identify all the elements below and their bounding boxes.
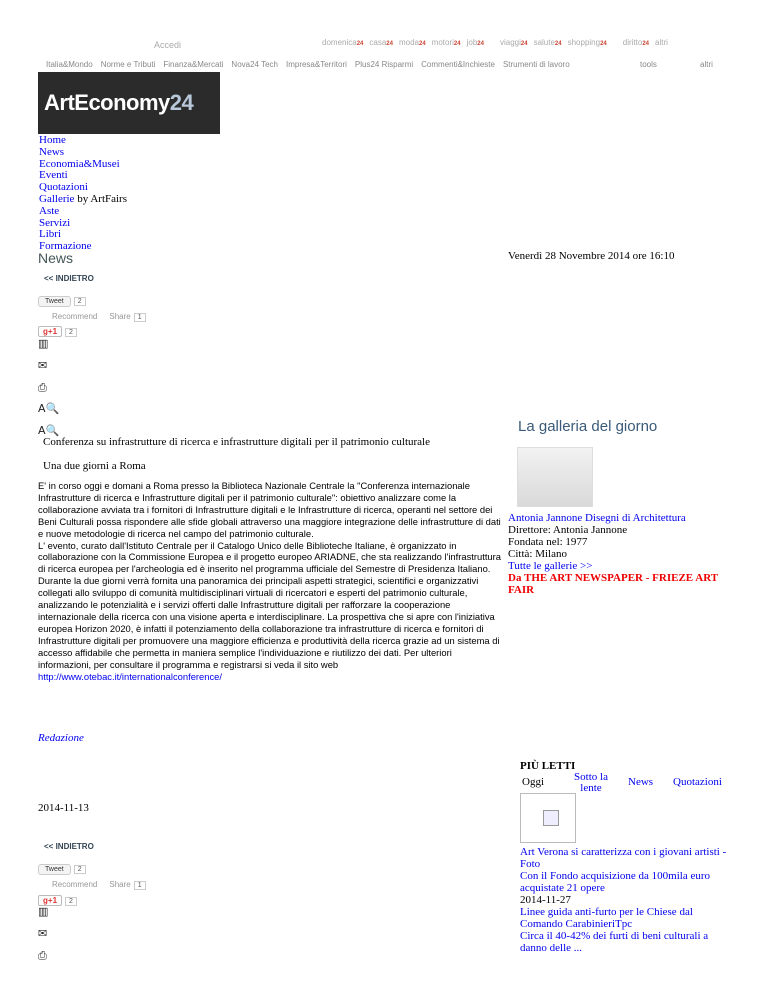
most-read-heading: PIÙ LETTI xyxy=(520,760,576,772)
nav-home[interactable]: Home xyxy=(39,134,66,146)
section-link[interactable]: Commenti&Inchieste xyxy=(421,60,495,69)
section-nav xyxy=(46,60,578,69)
nav-aste[interactable]: Aste xyxy=(39,204,60,217)
conference-link[interactable]: http://www.otebac.it/internationalconference/ xyxy=(38,670,222,682)
most-read-date: 2014-11-27 xyxy=(520,894,571,906)
site-suffix: 24 xyxy=(520,41,528,47)
gplus-count: 2 xyxy=(65,328,77,337)
article-date: Venerdì 28 Novembre 2014 ore 16:10 xyxy=(508,250,675,262)
section-link[interactable]: Impresa&Territori xyxy=(285,60,347,69)
gplus-button[interactable] xyxy=(38,326,62,337)
site-name: salute xyxy=(533,38,555,47)
site-name: domenica xyxy=(322,38,357,47)
archive-date: 2014-11-13 xyxy=(38,802,89,814)
zoom-out-icon[interactable]: A🔍 xyxy=(38,424,60,437)
site-link-domenica[interactable] xyxy=(322,38,363,47)
site-suffix: 24 xyxy=(554,41,562,47)
section-link[interactable]: Nova24 Tech xyxy=(231,60,278,69)
article-paragraph: E' in corso oggi e domani a Roma presso la Biblioteca Nazionale Centrale la "Conferenza internazionale Infrastrutture di ricerca e Infrastrutture digitali per il patrimonio culturale": obiettivo analizzare come la collaborazione avviata tra i fornitori di Infrastrutture digitali e le Infrastrutture di ricerca, operanti nel settore dei Beni Culturali possa rispondere alle sfide globali attraverso una maggiore integrazione delle infrastrutture di dati e nuove metodologie di ricerca nel campo del patrimonio culturale. xyxy=(38,480,501,539)
nav-servizi[interactable]: Servizi xyxy=(39,216,71,229)
site-suffix: 24 xyxy=(642,41,650,47)
site-link-motori[interactable] xyxy=(432,38,461,47)
nav-news[interactable]: News xyxy=(39,145,65,158)
back-link[interactable]: << INDIETRO xyxy=(44,274,94,283)
tab-news[interactable]: News xyxy=(628,776,654,788)
tweet-button[interactable]: Tweet xyxy=(38,296,71,307)
zoom-in-icon[interactable]: A🔍 xyxy=(38,402,60,415)
share-count: 1 xyxy=(134,313,146,322)
article-paragraph: Durante la due giorni verrà fornita una panoramica dei principali aspetti strategici, scientifici e organizzativi collegati allo sviluppo di comunità multidisciplinari virtuali di ricercatori e esperti del patrimonio culturale, analizzando le potenzialità e i servizi offerti dalle Infrastrutture digitali per rafforzare la cooperazione internazionale della ricerca con una visione aperta e interdisciplinare. La prospettiva che si apre con l'iniziativa europea Horizon 2020, è infatti il potenziamento della collaborazione tra infrastrutture di ricerca e fornitori di Infrastrutture digitali per promuovere una maggiore efficienza e produttività della ricerca grazie ad un sistema di accesso affidabile che permetta in maniera semplice l'individuazione e riutilizzo dei dati. Per ulteriori informazioni, per consultare il programma e registrarsi si veda il sito web xyxy=(38,575,500,670)
site-name: moda xyxy=(398,38,419,47)
nav-quotazioni[interactable]: Quotazioni xyxy=(39,181,88,194)
site-suffix: 24 xyxy=(600,41,607,47)
section-link[interactable]: Finanza&Mercati xyxy=(163,60,224,69)
gplus-icon: g xyxy=(43,896,48,905)
site-name: altri xyxy=(655,38,668,47)
gplus-label: +1 xyxy=(47,327,58,336)
gplus-label: +1 xyxy=(47,896,58,905)
logo-number: 24 xyxy=(169,90,194,115)
gallery-city: Città: Milano xyxy=(508,548,567,560)
site-suffix: 24 xyxy=(477,41,484,47)
tweet-button[interactable]: Tweet xyxy=(38,864,71,875)
article-subtitle: Una due giorni a Roma xyxy=(43,460,146,472)
site-link-salute[interactable] xyxy=(534,38,562,47)
site-name: diritto xyxy=(622,38,643,47)
altri-link[interactable]: altri xyxy=(700,60,713,69)
most-read-item[interactable]: Con il Fondo acquisizione da 100mila euro acquistate 21 opere xyxy=(520,870,711,894)
gplus-count: 2 xyxy=(65,897,77,906)
site-link-casa[interactable] xyxy=(369,38,393,47)
nav-gallerie-row xyxy=(39,194,127,206)
mail-icon[interactable]: ✉ xyxy=(38,359,48,372)
site-link-shopping[interactable] xyxy=(568,38,607,47)
most-read-item[interactable]: Linee guida anti-furto per le Chiese dal Comando CarabinieriTpc xyxy=(520,906,693,930)
article-body xyxy=(38,480,506,682)
site-name: shopping xyxy=(567,38,601,47)
gallery-heading: La galleria del giorno xyxy=(518,418,658,435)
article-title: Conferenza su infrastrutture di ricerca e infrastrutture digitali per il patrimonio culturale xyxy=(43,436,430,448)
site-suffix: 24 xyxy=(453,41,461,47)
site-logo[interactable] xyxy=(38,72,220,134)
mail-icon[interactable]: ✉ xyxy=(38,927,48,940)
top-bar xyxy=(0,0,768,80)
login-link[interactable]: Accedi xyxy=(154,40,182,50)
section-link[interactable]: Norme e Tributi xyxy=(100,60,156,69)
gallery-source: Da THE ART NEWSPAPER - FRIEZE ART FAIR xyxy=(508,572,718,596)
network-sites xyxy=(322,38,674,47)
site-name: casa xyxy=(369,38,387,47)
back-link-bottom[interactable]: << INDIETRO xyxy=(44,842,94,851)
site-link-moda[interactable] xyxy=(399,38,426,47)
gplus-icon: g xyxy=(43,327,48,336)
tools-link[interactable]: tools xyxy=(640,60,657,69)
print-icon[interactable]: ⎙ xyxy=(38,949,47,962)
print-icon[interactable]: ⎙ xyxy=(38,381,47,394)
gallery-image[interactable] xyxy=(517,447,593,507)
most-read-thumbnail[interactable] xyxy=(520,793,576,843)
site-suffix: 24 xyxy=(386,41,393,47)
site-name: motori xyxy=(431,38,454,47)
site-name: viaggi xyxy=(499,38,521,47)
section-link[interactable]: Plus24 Risparmi xyxy=(354,60,414,69)
site-suffix: 24 xyxy=(356,41,364,47)
site-suffix: 24 xyxy=(418,41,426,47)
main-nav xyxy=(39,135,127,253)
recommend-button[interactable]: Recommend xyxy=(52,880,98,889)
copy-icon[interactable]: ▥ xyxy=(38,337,49,350)
copy-icon[interactable]: ▥ xyxy=(38,905,49,918)
article-author[interactable]: Redazione xyxy=(38,732,84,744)
nav-formazione[interactable]: Formazione xyxy=(39,240,92,253)
gallery-director: Direttore: Antonia Jannone xyxy=(508,524,628,536)
tweet-count: 2 xyxy=(74,865,86,874)
section-link[interactable]: Strumenti di lavoro xyxy=(502,60,570,69)
site-link-altri[interactable] xyxy=(655,38,668,47)
most-read-list xyxy=(520,846,730,954)
nav-by-artfairs: by ArtFairs xyxy=(77,192,127,205)
gallery-info xyxy=(508,512,738,596)
nav-economia-musei[interactable]: Economia&Musei xyxy=(39,157,120,170)
site-link-job[interactable] xyxy=(467,38,484,47)
most-read-item[interactable]: Art Verona si caratterizza con i giovani artisti - Foto xyxy=(520,846,727,870)
article-paragraph: L' evento, curato dall'Istituto Centrale per il Catalogo Unico delle Biblioteche Italiane, è organizzato in collaborazione con la Commissione Europea e il progetto europeo ARIADNE, che sta realizzando l'infrastruttura di ricerca europea per l'archeologia ed è inserito nel programma ufficiale del Semestre di Presidenza Italiano. xyxy=(38,539,501,575)
nav-gallerie[interactable]: Gallerie xyxy=(39,192,75,205)
tweet-count: 2 xyxy=(74,297,86,306)
share-count: 1 xyxy=(134,881,146,890)
gallery-founded: Fondata nel: 1977 xyxy=(508,536,588,548)
tab-quotazioni[interactable]: Quotazioni xyxy=(673,776,722,788)
share-button[interactable]: Share xyxy=(109,880,131,889)
logo-text: ArtEconomy xyxy=(44,90,170,115)
news-heading: News xyxy=(38,250,74,266)
nav-eventi[interactable]: Eventi xyxy=(39,169,68,182)
tab-sotto-la-lente[interactable]: Sotto la lente xyxy=(574,771,608,794)
broken-image-icon xyxy=(543,810,559,826)
gallery-name-link[interactable]: Antonia Jannone Disegni di Architettura xyxy=(508,512,686,524)
site-link-viaggi[interactable] xyxy=(500,38,528,47)
most-read-item[interactable]: Circa il 40-42% dei furti di beni culturali a danno delle ... xyxy=(520,930,709,954)
section-link[interactable]: Italia&Mondo xyxy=(46,60,93,69)
nav-libri[interactable]: Libri xyxy=(39,228,61,241)
all-galleries-link[interactable]: Tutte le gallerie >> xyxy=(508,560,593,572)
share-button[interactable]: Share xyxy=(109,312,131,321)
site-name: job xyxy=(466,38,478,47)
site-link-diritto[interactable] xyxy=(623,38,649,47)
tab-oggi[interactable]: Oggi xyxy=(522,776,544,788)
recommend-button[interactable]: Recommend xyxy=(52,312,98,321)
